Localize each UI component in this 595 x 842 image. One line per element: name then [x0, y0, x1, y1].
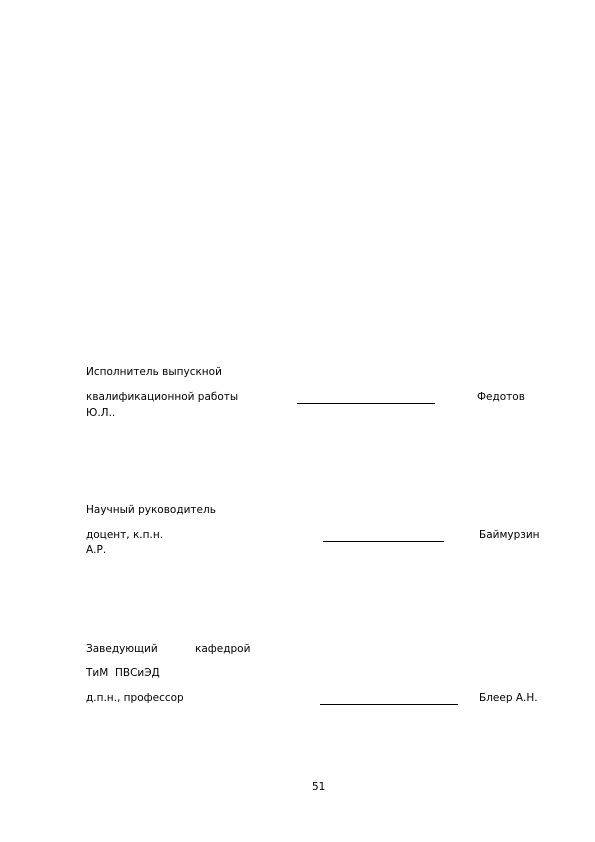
supervisor-title-line2: доцент, к.п.н.: [86, 529, 164, 541]
executor-title-line1: Исполнитель выпускной: [86, 366, 222, 378]
supervisor-initials: А.Р.: [86, 544, 107, 556]
head-signature-line: [320, 704, 458, 705]
head-department: ТиМ ПВСиЭД: [86, 667, 160, 679]
executor-signature-line: [297, 403, 435, 404]
head-degree: д.п.н., профессор: [86, 692, 184, 704]
page-number: 51: [312, 781, 326, 793]
head-title-word1: Заведующий: [86, 643, 158, 655]
executor-initials: Ю.Л..: [86, 407, 116, 419]
supervisor-signature-line: [323, 541, 444, 542]
executor-surname: Федотов: [477, 391, 525, 403]
supervisor-title-line1: Научный руководитель: [86, 504, 216, 516]
head-name: Блеер А.Н.: [479, 692, 538, 704]
head-title-word2: кафедрой: [195, 643, 251, 655]
supervisor-surname: Баймурзин: [479, 529, 540, 541]
executor-title-line2: квалификационной работы: [86, 391, 239, 403]
